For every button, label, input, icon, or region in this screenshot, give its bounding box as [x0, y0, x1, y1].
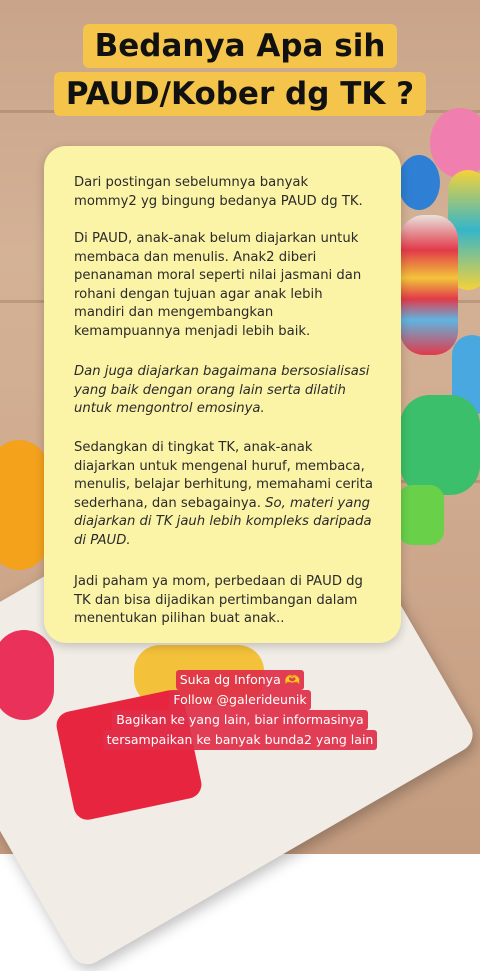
- paragraph-tk-text: Sedangkan di tingkat TK, anak-anak diajarkan untuk mengenal huruf, membaca, menulis, belajar berhitung, memahami cerita sederhana, dan sebagainya.: [74, 440, 373, 511]
- lime-shape-toy: [398, 485, 444, 545]
- green-number-toy: [400, 395, 480, 495]
- info-card: [44, 146, 401, 643]
- blue-ring-toy: [398, 155, 440, 210]
- paragraph-tk: [74, 439, 374, 550]
- paragraph-paud: Di PAUD, anak-anak belum diajarkan untuk membaca dan menulis. Anak2 diberi penanaman moral seperti nilai jasmani dan rohani dengan tujuan agar anak lebih mandiri dan mengembangkan kemampuannya menjadi lebih baik.: [74, 231, 362, 339]
- title-line-1: Bedanya Apa sih: [83, 24, 398, 68]
- title-line-2: PAUD/Kober dg TK ?: [54, 72, 426, 116]
- paragraph-socialization: Dan juga diajarkan bagaimana bersosialisasi yang baik dengan orang lain serta dilatih untuk mengontrol emosinya.: [74, 364, 370, 416]
- caption-line-3: Bagikan ke yang lain, biar informasinya: [112, 710, 367, 730]
- paragraph-tk-emphasis: So, materi yang diajarkan di TK jauh lebih kompleks daripada di PAUD.: [74, 495, 372, 548]
- paragraph-intro: Dari postingan sebelumnya banyak mommy2 yg bingung bedanya PAUD dg TK.: [74, 175, 363, 209]
- caption-line-4: tersampaikan ke banyak bunda2 yang lain: [103, 730, 378, 750]
- caption-overlay: [0, 670, 480, 750]
- paragraph-conclusion: Jadi paham ya mom, perbedaan di PAUD dg TK dan bisa dijadikan pertimbangan dalam menentukan pilihan buat anak..: [74, 574, 363, 626]
- caption-line-1: Suka dg Infonya 🫶: [176, 670, 305, 690]
- colored-rings-toy: [400, 215, 458, 355]
- orange-toy: [0, 440, 48, 570]
- title-banner: [0, 24, 480, 120]
- caption-line-2: Follow @galerideunik: [169, 690, 310, 710]
